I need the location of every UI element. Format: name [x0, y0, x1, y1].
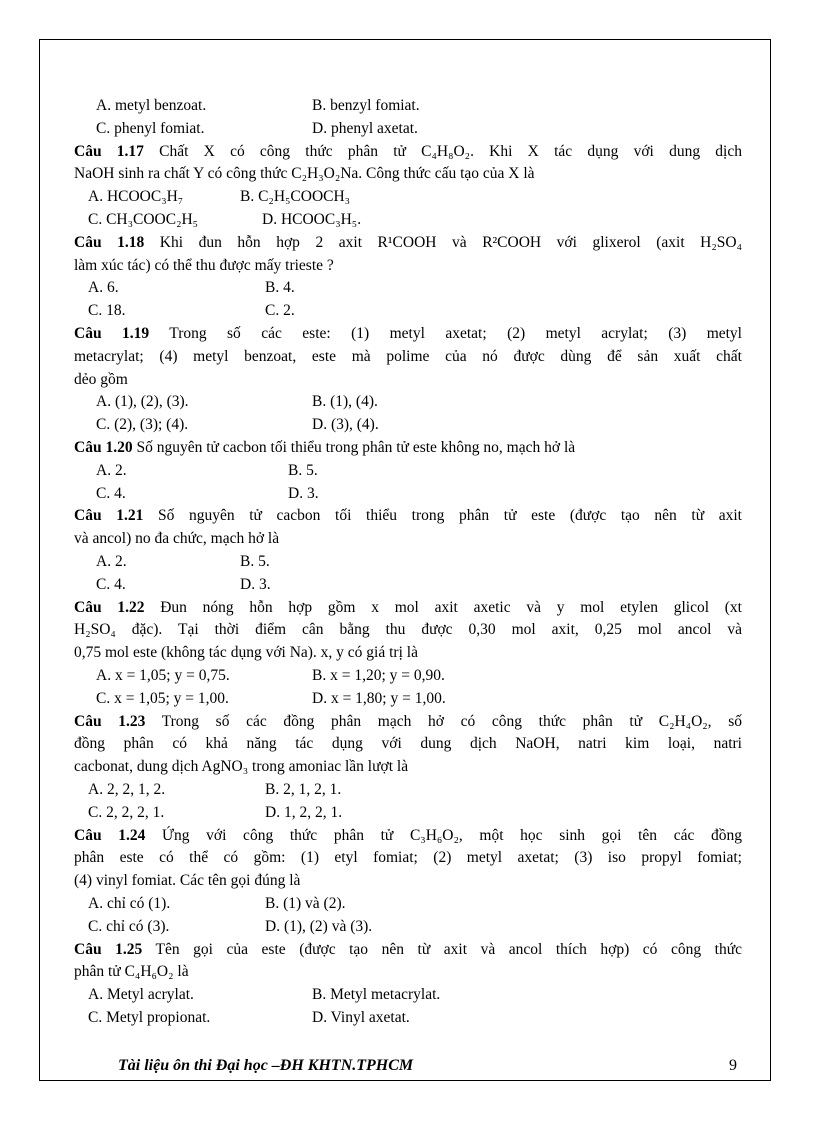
question-number: Câu 1.18 — [74, 234, 145, 251]
footer-title: Tài liệu ôn thi Đại học –ĐH KHTN.TPHCM — [118, 1057, 414, 1074]
answer-option: A. 2, 2, 1, 2. — [88, 781, 166, 798]
answer-option: A. Metyl acrylat. — [88, 986, 194, 1003]
question-text: (4) vinyl fomiat. Các tên gọi đúng là — [74, 872, 301, 889]
question-text-line — [74, 961, 189, 983]
question-text-line — [74, 255, 334, 277]
answer-option: C. Metyl propionat. — [88, 1009, 211, 1026]
answer-option: B. benzyl fomiat. — [312, 97, 420, 114]
answer-option: A. metyl benzoat. — [96, 97, 207, 114]
answer-option: A. 2. — [96, 553, 127, 570]
question-number: Câu 1.22 — [74, 599, 145, 616]
question-text-line — [74, 528, 279, 550]
answer-option: C. 2, 2, 2, 1. — [88, 804, 165, 821]
answer-option: D. (3), (4). — [312, 416, 379, 433]
answer-option: D. 3. — [288, 485, 319, 502]
question-text: Trong số các este: (1) metyl axetat; (2) metyl acrylat; (3) metyl — [149, 325, 742, 342]
question-text: và ancol) no đa chức, mạch hở là — [74, 530, 280, 547]
answer-option: C. phenyl fomiat. — [96, 120, 205, 137]
answer-option: B. (1) và (2). — [265, 895, 346, 912]
question-line — [74, 825, 742, 847]
answer-option: C. 2. — [265, 302, 295, 319]
answer-option: A. chỉ có (1). — [88, 895, 171, 912]
answer-option: D. x = 1,80; y = 1,00. — [312, 690, 446, 707]
question-text: cacbonat, dung dịch AgNO₃ trong amoniac lần lượt là — [74, 758, 409, 775]
answer-option: B. 5. — [288, 462, 318, 479]
answer-option: C. chỉ có (3). — [88, 918, 170, 935]
question-number: Câu 1.17 — [74, 143, 144, 160]
question-text: Đun nóng hỗn hợp gồm x mol axit axetic và y mol etylen glicol (xt — [144, 599, 742, 616]
question-number: Câu 1.19 — [74, 325, 150, 342]
answer-option: C. 4. — [96, 485, 126, 502]
question-text-line — [74, 756, 408, 778]
question-text: phân este có thể có gồm: (1) etyl fomiat; (2) metyl axetat; (3) iso propyl fomiat; — [74, 849, 742, 866]
question-text: làm xúc tác) có thể thu được mấy trieste ? — [74, 257, 334, 274]
question-line — [74, 939, 742, 961]
question-number: Câu 1.21 — [74, 507, 144, 524]
answer-option: C. CH₃COOC₂H₅ — [88, 211, 199, 228]
question-text-line — [74, 369, 128, 391]
answer-option: A. x = 1,05; y = 0,75. — [96, 667, 230, 684]
question-text: đồng phân có khả năng tác dụng với dung dịch NaOH, natri kim loại, natri — [74, 735, 742, 752]
answer-option: A. (1), (2), (3). — [96, 393, 189, 410]
question-number: Câu 1.20 — [74, 439, 133, 456]
page-number: 9 — [729, 1057, 737, 1074]
answer-option: B. C₂H₅COOCH₃ — [240, 188, 351, 205]
answer-option: B. x = 1,20; y = 0,90. — [312, 667, 445, 684]
answer-option: B. 4. — [265, 279, 295, 296]
question-line — [74, 711, 742, 733]
answer-option: A. 2. — [96, 462, 127, 479]
question-text: Trong số các đồng phân mạch hở có công thức phân tử C₂H₄O₂, số — [145, 713, 742, 730]
question-text-line — [74, 346, 742, 368]
answer-option: A. 6. — [88, 279, 119, 296]
question-text: Chất X có công thức phân tử C₄H₈O₂. Khi X tác dụng với dung dịch — [143, 143, 742, 160]
question-text: 0,75 mol este (không tác dụng với Na). x, y có giá trị là — [74, 644, 418, 661]
answer-option: B. 2, 1, 2, 1. — [265, 781, 342, 798]
question-text: phân tử C₄H₆O₂ là — [74, 963, 189, 980]
question-line — [74, 505, 742, 527]
question-text-line — [74, 870, 300, 892]
answer-option: D. HCOOC₃H₅. — [262, 211, 362, 228]
question-text-line — [74, 163, 535, 185]
answer-option: D. phenyl axetat. — [312, 120, 418, 137]
answer-option: A. HCOOC₃H₇ — [88, 188, 184, 205]
answer-option: D. Vinyl axetat. — [312, 1009, 410, 1026]
question-line — [74, 437, 575, 459]
question-text-line — [74, 642, 418, 664]
question-text-line — [74, 619, 742, 641]
question-text: Số nguyên tử cacbon tối thiểu trong phân tử este (được tạo nên từ axit — [143, 507, 742, 524]
answer-option: D. (1), (2) và (3). — [265, 918, 373, 935]
answer-option: D. 3. — [240, 576, 271, 593]
answer-option: C. 4. — [96, 576, 126, 593]
question-text-line — [74, 733, 742, 755]
answer-option: C. (2), (3); (4). — [96, 416, 189, 433]
question-text: Tên gọi của este (được tạo nên từ axit và ancol thích hợp) có công thức — [142, 941, 742, 958]
question-text: H₂SO₄ đặc). Tại thời điểm cân bằng thu được 0,30 mol axit, 0,25 mol ancol và — [74, 621, 742, 638]
answer-option: D. 1, 2, 2, 1. — [265, 804, 343, 821]
question-text: Ứng với công thức phân tử C₃H₆O₂, một học sinh gọi tên các đồng — [145, 827, 742, 844]
answer-option: B. Metyl metacrylat. — [312, 986, 441, 1003]
question-text: Khi đun hỗn hợp 2 axit R¹COOH và R²COOH với glixerol (axit H₂SO₄ — [144, 234, 742, 251]
question-line — [74, 141, 742, 163]
answer-option: C. 18. — [88, 302, 126, 319]
answer-option: B. (1), (4). — [312, 393, 378, 410]
question-number: Câu 1.23 — [74, 713, 146, 730]
question-line — [74, 597, 742, 619]
question-line — [74, 323, 742, 345]
question-text: dẻo gồm — [74, 371, 128, 388]
question-text-line — [74, 847, 742, 869]
question-number: Câu 1.24 — [74, 827, 146, 844]
answer-option: B. 5. — [240, 553, 270, 570]
question-text: NaOH sinh ra chất Y có công thức C₂H₃O₂Na. Công thức cấu tạo của X là — [74, 165, 535, 182]
question-number: Câu 1.25 — [74, 941, 143, 958]
answer-option: C. x = 1,05; y = 1,00. — [96, 690, 229, 707]
question-text: Số nguyên tử cacbon tối thiểu trong phân tử este không no, mạch hở là — [132, 439, 576, 456]
question-text: metacrylat; (4) metyl benzoat, este mà polime của nó được dùng để sản xuất chất — [74, 348, 742, 365]
question-line — [74, 232, 742, 254]
